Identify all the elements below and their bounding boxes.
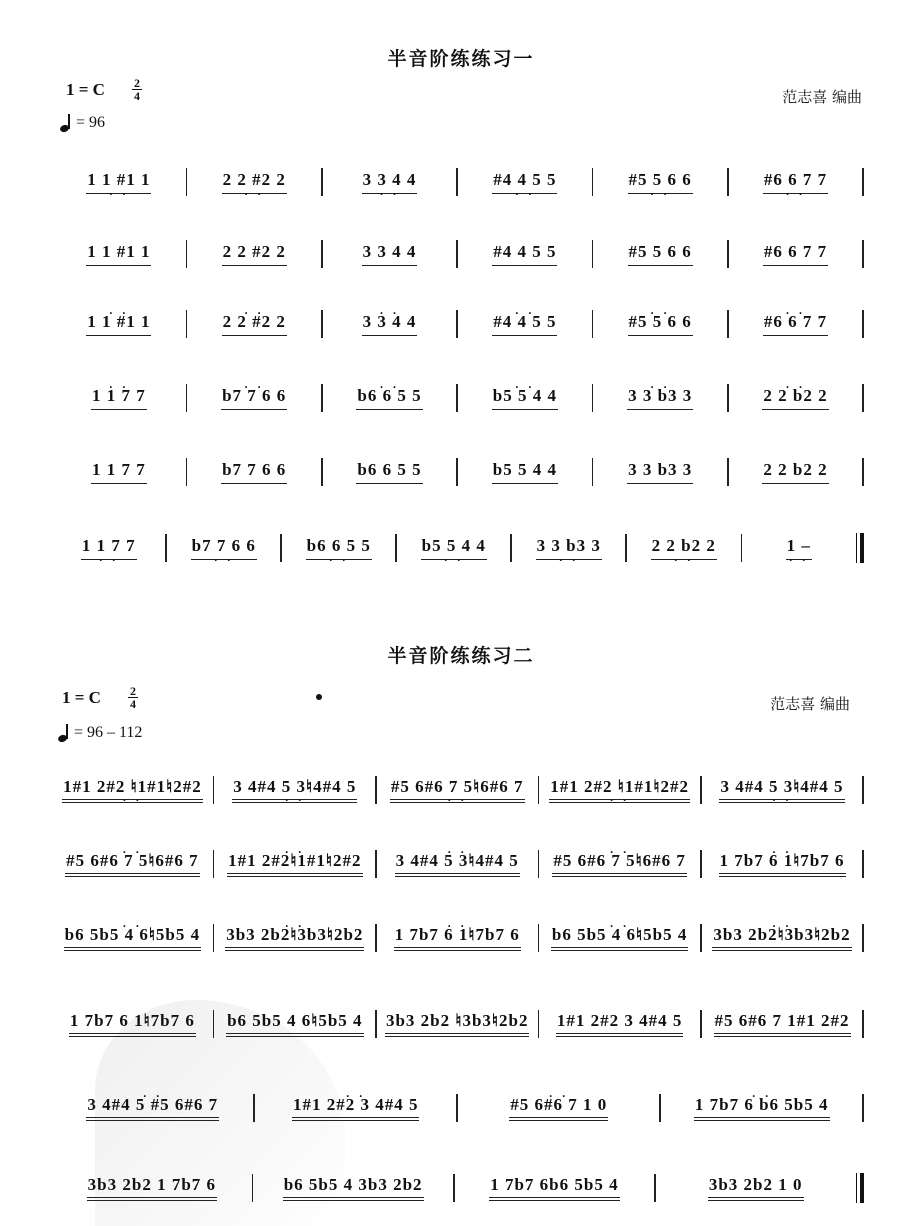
measure	[253, 1168, 453, 1208]
measure	[742, 528, 855, 568]
note-group: · · 1 1 7 7	[91, 387, 147, 410]
note-group: b5 5 4 4	[492, 461, 558, 484]
note-group: 1#1 2#2 3 4#4 5	[556, 1012, 684, 1037]
measure	[323, 234, 457, 274]
measure	[323, 378, 457, 418]
piece2-key-signature: 1 = C	[62, 688, 101, 707]
note-group: · · 2 2 b2 2	[762, 387, 828, 410]
note-group: 3 4#4 5 3♮4#4 5 · ·	[232, 778, 357, 803]
measure	[656, 1168, 856, 1208]
note-group: 2 2 #2 2 · ·	[222, 171, 287, 194]
measure	[702, 918, 863, 958]
barline	[862, 850, 864, 878]
quarter-note-icon	[60, 114, 72, 132]
piece1-key-signature: 1 = C	[66, 80, 105, 99]
measure	[377, 918, 538, 958]
note-group: · · 2 2 #2 2	[222, 313, 287, 336]
barline	[862, 776, 864, 804]
note-group: 3 3 b3 3	[627, 461, 693, 484]
note-group: 3 4#4 5 3♮4#4 5 · ·	[719, 778, 844, 803]
measure	[52, 1088, 253, 1128]
measure	[458, 304, 592, 344]
note-group: 3b3 2b2 1 0	[708, 1176, 804, 1201]
measure	[512, 528, 625, 568]
note-group: · · 3 4#4 5 #5 6#6 7	[86, 1096, 219, 1121]
measure	[458, 452, 592, 492]
measure	[323, 452, 457, 492]
time-top: 2	[134, 76, 140, 90]
note-group: · · 3 3 4 4	[362, 313, 418, 336]
measure	[539, 918, 700, 958]
note-group: · · 3 4#4 5 3♮4#4 5	[395, 852, 520, 877]
notation-row	[52, 378, 864, 418]
barline	[862, 384, 864, 412]
quarter-note-icon	[58, 724, 70, 742]
piece1-title: 半音阶练练习一	[387, 48, 535, 70]
measure	[593, 452, 727, 492]
note-group: b7 7 6 6	[221, 461, 287, 484]
note-group: · · 1 7b7 6 b6 5b5 4	[694, 1096, 830, 1121]
measure	[539, 844, 700, 884]
note-group: b6 5b5 4 3b3 2b2	[283, 1176, 424, 1201]
notation-row	[52, 162, 864, 202]
measure	[52, 918, 213, 958]
note-group: b6 5b5 4 6♮5b5 4	[226, 1012, 363, 1037]
note-group: 3 3 b3 3 · ·	[536, 537, 602, 560]
note-group: #4 4 5 5	[492, 243, 557, 266]
measure	[627, 528, 740, 568]
measure	[377, 1004, 538, 1044]
note-group: 1 7b7 6 1♮7b7 6	[69, 1012, 196, 1037]
measure	[52, 304, 186, 344]
note-group: 2 2 b2 2 · ·	[651, 537, 717, 560]
note-group: · · #5 6#6 7 5♮6#6 7	[552, 852, 687, 877]
measure	[702, 1004, 863, 1044]
notation-row	[52, 844, 864, 884]
measure	[397, 528, 510, 568]
measure	[52, 452, 186, 492]
time-top: 2	[130, 684, 136, 698]
note-group: 2 2 b2 2	[762, 461, 828, 484]
measure	[458, 234, 592, 274]
note-group: 1 1 #1 1	[86, 243, 151, 266]
notation-row	[52, 770, 864, 810]
measure	[214, 1004, 375, 1044]
note-group: 1 7b7 6b6 5b5 4	[489, 1176, 619, 1201]
measure	[52, 162, 186, 202]
piece2-tempo	[58, 724, 142, 742]
measure	[458, 1088, 659, 1128]
piece1-time-signature	[132, 77, 142, 102]
measure	[539, 1004, 700, 1044]
note-group: · · b6 5b5 4 6♮5b5 4	[551, 926, 688, 951]
piece2-tempo-value: = 96 – 112	[74, 724, 143, 741]
note-group: · · 1 1 #1 1	[86, 313, 151, 336]
note-group: 1 1 #1 1 · ·	[86, 171, 151, 194]
note-group: · · 3b3 2b2♮3b3♮2b2	[712, 926, 851, 951]
note-group: 3b3 2b2 1 7b7 6	[87, 1176, 217, 1201]
measure	[323, 304, 457, 344]
measure	[729, 234, 863, 274]
note-group: #5 6#6 7 1#1 2#2	[714, 1012, 851, 1037]
note-group: b6 6 5 5 · ·	[306, 537, 372, 560]
measure	[323, 162, 457, 202]
notation-row	[52, 528, 864, 568]
note-group: · · #5 5 6 6	[628, 313, 693, 336]
note-group: 1#1 2#2 ♮1#1♮2#2 · ·	[62, 778, 203, 803]
barline	[862, 924, 864, 952]
notation-row	[52, 918, 864, 958]
measure	[52, 1168, 252, 1208]
note-group: · · 1#1 2#2 3 4#4 5	[292, 1096, 420, 1121]
measure	[593, 304, 727, 344]
piece1-tempo	[60, 114, 105, 132]
note-group: #6 6 7 7 · ·	[763, 171, 828, 194]
measure	[729, 378, 863, 418]
time-bottom: 4	[130, 697, 136, 711]
note-group: b5 5 4 4 · ·	[421, 537, 487, 560]
notation-row	[52, 1088, 864, 1128]
measure	[52, 528, 165, 568]
measure	[187, 304, 321, 344]
measure	[187, 452, 321, 492]
note-group: b7 7 6 6 · ·	[191, 537, 257, 560]
note-group: · · 1 7b7 6 1♮7b7 6	[394, 926, 521, 951]
measure	[702, 844, 863, 884]
ink-mark	[316, 694, 322, 700]
measure	[729, 162, 863, 202]
barline	[862, 240, 864, 268]
measure	[187, 234, 321, 274]
barline	[862, 1094, 864, 1122]
measure	[282, 528, 395, 568]
piece2-time-signature	[128, 685, 138, 710]
measure	[729, 304, 863, 344]
note-group: · · 3 3 b3 3	[627, 387, 693, 410]
piece2-composer: 范志喜 编曲	[770, 695, 850, 713]
piece2-title: 半音阶练练习二	[387, 645, 535, 667]
note-group: 1 1 7 7	[91, 461, 147, 484]
piece1-tempo-value: = 96	[76, 114, 106, 131]
notation-row	[52, 304, 864, 344]
note-group: · · #5 6#6 7 1 0	[509, 1096, 608, 1121]
notation-row	[52, 1004, 864, 1044]
measure	[255, 1088, 456, 1128]
note-group: 3b3 2b2 ♮3b3♮2b2	[385, 1012, 529, 1037]
measure	[458, 162, 592, 202]
note-group: · · 1#1 2#2♮1#1♮2#2	[227, 852, 362, 877]
note-group: · · 3b3 2b2♮3b3♮2b2	[225, 926, 364, 951]
measure	[52, 1004, 213, 1044]
note-group: 1#1 2#2 ♮1#1♮2#2 · ·	[549, 778, 690, 803]
barline	[862, 310, 864, 338]
measure	[458, 378, 592, 418]
note-group: · · #4 4 5 5	[492, 313, 557, 336]
measure	[187, 378, 321, 418]
measure	[167, 528, 280, 568]
measure	[593, 378, 727, 418]
measure	[52, 770, 213, 810]
measure	[187, 162, 321, 202]
measure	[377, 844, 538, 884]
measure	[593, 162, 727, 202]
note-group: · · 1 7b7 6 1♮7b7 6	[719, 852, 846, 877]
measure	[729, 452, 863, 492]
notation-row	[52, 234, 864, 274]
note-group: #5 5 6 6	[628, 243, 693, 266]
note-group: 2 2 #2 2	[222, 243, 287, 266]
barline	[862, 168, 864, 196]
note-group: #6 6 7 7	[763, 243, 828, 266]
note-group: 1 1 7 7 · ·	[81, 537, 137, 560]
note-group: 1 – · ·	[786, 537, 812, 560]
note-group: b6 6 5 5	[356, 461, 422, 484]
time-bottom: 4	[134, 89, 140, 103]
note-group: · · #5 6#6 7 5♮6#6 7	[65, 852, 200, 877]
measure	[214, 844, 375, 884]
note-group: 3 3 4 4	[362, 243, 418, 266]
measure	[52, 844, 213, 884]
measure	[52, 378, 186, 418]
measure	[214, 918, 375, 958]
measure	[377, 770, 538, 810]
note-group: · · b6 6 5 5	[356, 387, 422, 410]
note-group: #5 6#6 7 5♮6#6 7 · ·	[390, 778, 525, 803]
note-group: · · b5 5 4 4	[492, 387, 558, 410]
note-group: · · b6 5b5 4 6♮5b5 4	[64, 926, 201, 951]
measure	[52, 234, 186, 274]
note-group: · · b7 7 6 6	[221, 387, 287, 410]
note-group: #4 4 5 5 · ·	[492, 171, 557, 194]
note-group: · · #6 6 7 7	[763, 313, 828, 336]
piece1-composer: 范志喜 编曲	[782, 88, 862, 106]
final-barline	[856, 1173, 865, 1203]
notation-row	[52, 452, 864, 492]
measure	[702, 770, 863, 810]
measure	[455, 1168, 655, 1208]
note-group: 3 3 4 4 · ·	[362, 171, 418, 194]
measure	[214, 770, 375, 810]
note-group: #5 5 6 6 · ·	[628, 171, 693, 194]
measure	[661, 1088, 862, 1128]
barline	[862, 458, 864, 486]
measure	[539, 770, 700, 810]
barline	[862, 1010, 864, 1038]
measure	[593, 234, 727, 274]
final-barline	[856, 533, 865, 563]
notation-row	[52, 1168, 864, 1208]
